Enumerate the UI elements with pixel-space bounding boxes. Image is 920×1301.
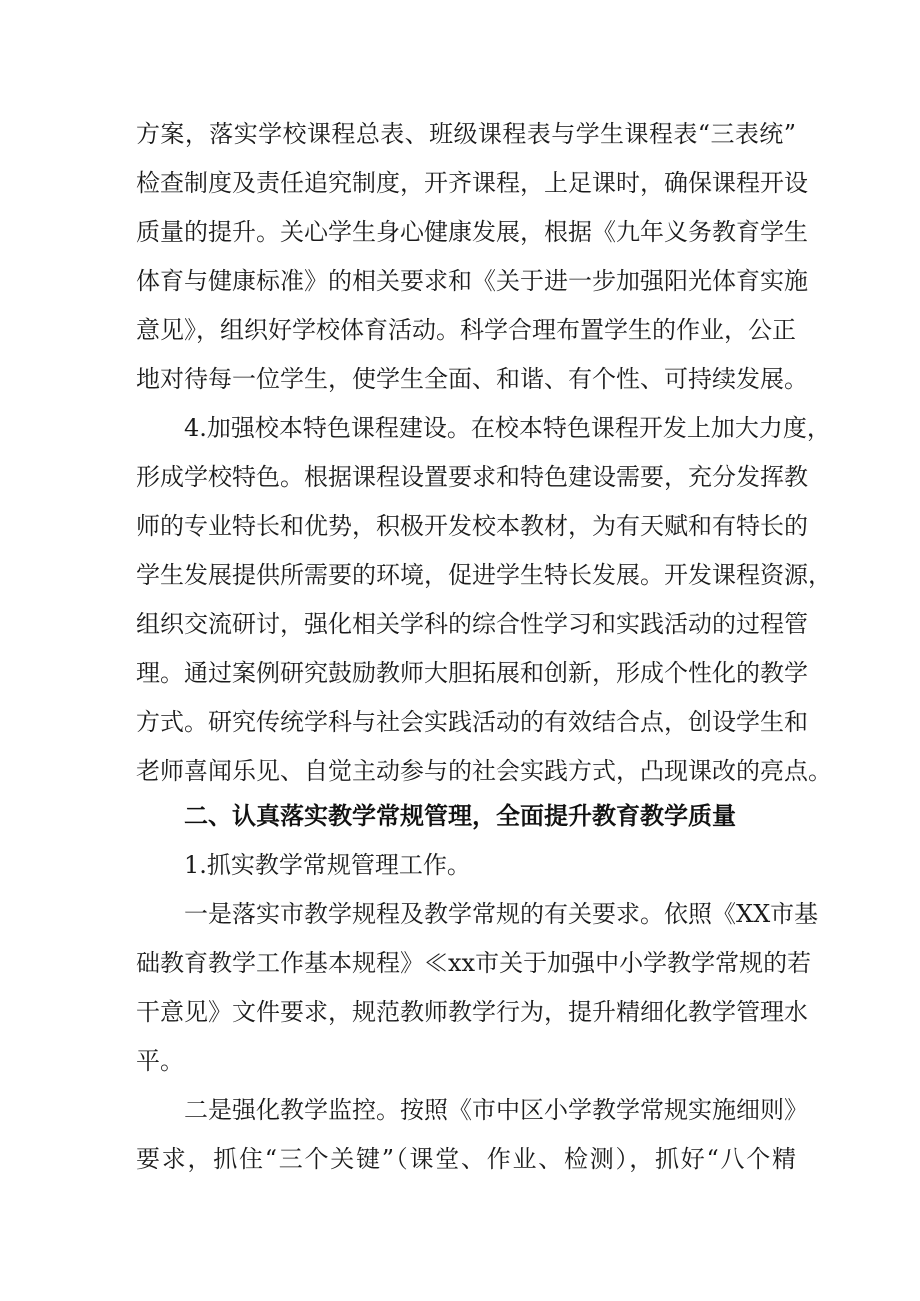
paragraph-line: 平。 [136, 1047, 184, 1075]
paragraph-line: 二是强化教学监控。按照《市中区小学教学常规实施细则》 [184, 1096, 808, 1124]
subsection-item-1: 1.抓实教学常规管理工作。 [184, 851, 471, 879]
paragraph-line: 学生发展提供所需要的环境，促进学生特长发展。开发课程资源， [136, 561, 832, 589]
paragraph-line: 干意见》文件要求，规范教师教学行为，提升精细化教学管理水 [136, 998, 808, 1026]
paragraph-line: 地对待每一位学生，使学生全面、和谐、有个性、可持续发展。 [136, 365, 808, 393]
paragraph-line: 检查制度及责任追究制度，开齐课程，上足课时，确保课程开设 [136, 169, 808, 197]
section-heading: 二、认真落实教学常规管理，全面提升教育教学质量 [184, 802, 736, 830]
paragraph-line: 意见》，组织好学校体育活动。科学合理布置学生的作业，公正 [136, 316, 796, 344]
section-item-4: 4.加强校本特色课程建设。在校本特色课程开发上加大力度， [184, 414, 831, 442]
paragraph-line: 方案，落实学校课程总表、班级课程表与学生课程表“三表统” [136, 120, 796, 148]
paragraph-line: 理。通过案例研究鼓励教师大胆拓展和创新，形成个性化的教学 [136, 659, 808, 687]
paragraph-line: 要求，抓住“三个关键”（课堂、作业、检测），抓好“八个精 [136, 1145, 796, 1173]
paragraph-line: 方式。研究传统学科与社会实践活动的有效结合点，创设学生和 [136, 708, 808, 736]
paragraph-line: 体育与健康标准》的相关要求和《关于进一步加强阳光体育实施 [136, 267, 808, 295]
paragraph-line: 质量的提升。关心学生身心健康发展，根据《九年义务教育学生 [136, 218, 808, 246]
paragraph-line: 老师喜闻乐见、自觉主动参与的社会实践方式，凸现课改的亮点。 [136, 757, 832, 785]
paragraph-line: 师的专业特长和优势，积极开发校本教材，为有天赋和有特长的 [136, 512, 808, 540]
paragraph-line: 一是落实市教学规程及教学常规的有关要求。依照《XX市基 [184, 900, 819, 928]
paragraph-line: 形成学校特色。根据课程设置要求和特色建设需要，充分发挥教 [136, 463, 808, 491]
paragraph-line: 组织交流研讨，强化相关学科的综合性学习和实践活动的过程管 [136, 610, 808, 638]
paragraph-line: 础教育教学工作基本规程》≪xx市关于加强中小学教学常规的若 [136, 949, 812, 977]
